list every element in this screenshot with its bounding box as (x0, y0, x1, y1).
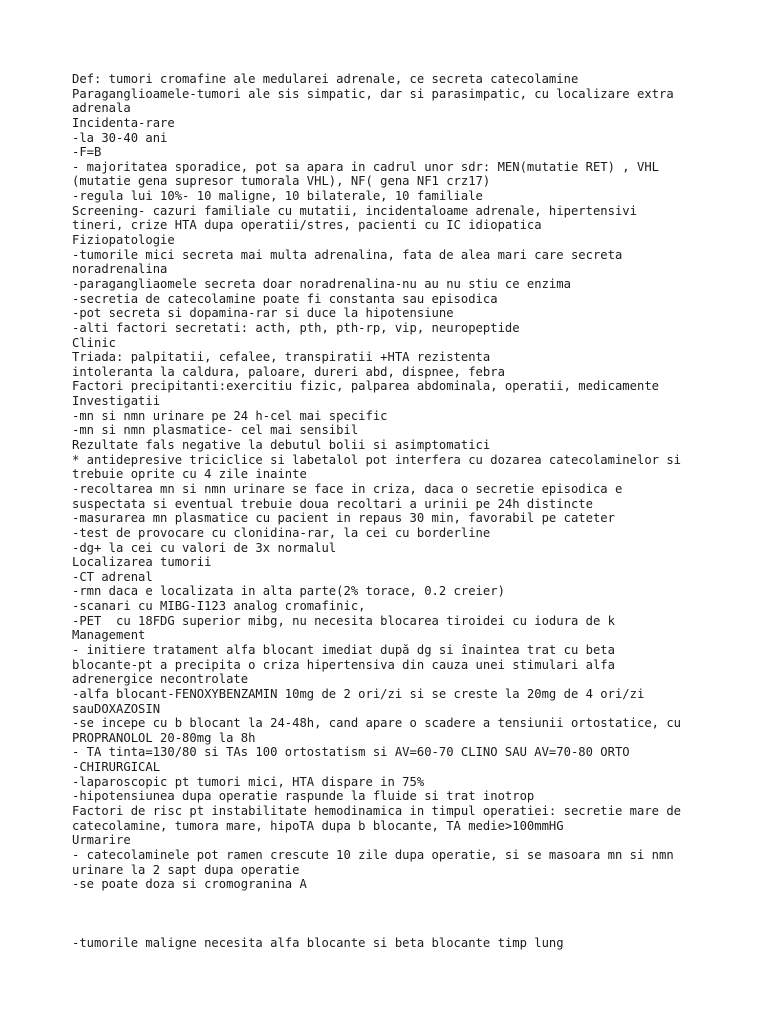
document-lines (72, 72, 704, 892)
document-line: intoleranta la caldura, paloare, dureri abd, dispnee, febra (72, 364, 505, 379)
document-line: -mn si nmn plasmatice- cel mai sensibil (72, 423, 359, 438)
document-line: blocante-pt a precipita o criza hipertensiva din cauza unei stimulari alfa (72, 657, 615, 672)
document-line: Urmarire (72, 833, 131, 848)
document-line: Paraganglioamele-tumori ale sis simpatic, dar si parasimpatic, cu localizare extra (72, 86, 674, 101)
document-line: Clinic (72, 335, 117, 350)
document-line: -recoltarea mn si nmn urinare se face in criza, daca o secretie episodica e (72, 481, 623, 496)
document-line: trebuie oprite cu 4 zile inainte (72, 467, 307, 482)
document-line: Screening- cazuri familiale cu mutatii, incidentaloame adrenale, hipertensivi (72, 203, 637, 218)
document-line: Localizarea tumorii (72, 555, 212, 570)
document-line: -mn si nmn urinare pe 24 h-cel mai specific (72, 408, 388, 423)
document-line: -F=B (72, 145, 102, 160)
document-line: noradrenalina (72, 262, 168, 277)
document-line: -PET cu 18FDG superior mibg, nu necesita blocarea tiroidei cu iodura de k (72, 613, 615, 628)
blank-space (72, 892, 704, 936)
document-line: -paragangliaomele secreta doar noradrenalina-nu au nu stiu ce enzima (72, 276, 571, 291)
document-line: - catecolaminele pot ramen crescute 10 zile dupa operatie, si se masoara mn si nmn (72, 847, 674, 862)
document-final-line: -tumorile maligne necesita alfa blocante si beta blocante timp lung (72, 935, 564, 950)
document-line: -se incepe cu b blocant la 24-48h, cand apare o scadere a tensiunii ortostatice, cu (72, 716, 682, 731)
document-line: -CT adrenal (72, 569, 153, 584)
document-line: tineri, crize HTA dupa operatii/stres, pacienti cu IC idiopatica (72, 218, 542, 233)
document-line: -masurarea mn plasmatice cu pacient in repaus 30 min, favorabil pe cateter (72, 511, 615, 526)
document-line: (mutatie gena supresor tumorala VHL), NF( gena NF1 crz17) (72, 174, 491, 189)
document-line: suspectata si eventual trebuie doua recoltari a urinii pe 24h distincte (72, 496, 593, 511)
document-line: -laparoscopic pt tumori mici, HTA dispare in 75% (72, 774, 425, 789)
document-line: -CHIRURGICAL (72, 760, 161, 775)
document-line: Factori de risc pt instabilitate hemodinamica in timpul operatiei: secretie mare de (72, 804, 682, 819)
document-line: Def: tumori cromafine ale medularei adrenale, ce secreta catecolamine (72, 72, 579, 86)
document-line: -regula lui 10%- 10 maligne, 10 bilaterale, 10 familiale (72, 189, 483, 204)
document-line: -se poate doza si cromogranina A (72, 877, 307, 892)
document-line: - initiere tratament alfa blocant imediat după dg si înaintea trat cu beta (72, 642, 615, 657)
document-line: - TA tinta=130/80 si TAs 100 ortostatism si AV=60-70 CLINO SAU AV=70-80 ORTO (72, 745, 630, 760)
document-line: -pot secreta si dopamina-rar si duce la hipotensiune (72, 306, 454, 321)
document-line: -hipotensiunea dupa operatie raspunde la fluide si trat inotrop (72, 789, 535, 804)
document-body (72, 72, 704, 951)
document-line: -alti factori secretati: acth, pth, pth-rp, vip, neuropeptide (72, 320, 520, 335)
document-line: -tumorile mici secreta mai multa adrenalina, fata de alea mari care secreta (72, 247, 623, 262)
document-line: urinare la 2 sapt dupa operatie (72, 862, 300, 877)
document-line: -secretia de catecolamine poate fi constanta sau episodica (72, 291, 498, 306)
document-line: Triada: palpitatii, cefalee, transpiratii +HTA rezistenta (72, 350, 491, 365)
document-line: Fiziopatologie (72, 233, 175, 248)
document-line: * antidepresive triciclice si labetalol pot interfera cu dozarea catecolaminelor si (72, 452, 682, 467)
document-line: adrenergice necontrolate (72, 672, 249, 687)
document-line: -alfa blocant-FENOXYBENZAMIN 10mg de 2 ori/zi si se creste la 20mg de 4 ori/zi (72, 686, 645, 701)
document-line: catecolamine, tumora mare, hipoTA dupa b blocante, TA medie>100mmHG (72, 818, 564, 833)
document-line: - majoritatea sporadice, pot sa apara in cadrul unor sdr: MEN(mutatie RET) , VHL (72, 159, 659, 174)
document-line: Rezultate fals negative la debutul bolii si asimptomatici (72, 438, 491, 453)
document-line: adrenala (72, 101, 131, 116)
document-line: sauDOXAZOSIN (72, 701, 161, 716)
document-line: -test de provocare cu clonidina-rar, la cei cu borderline (72, 525, 491, 540)
document-line: Incidenta-rare (72, 115, 175, 130)
document-line: -dg+ la cei cu valori de 3x normalul (72, 540, 337, 555)
document-line: Investigatii (72, 394, 161, 409)
document-line: -rmn daca e localizata in alta parte(2% torace, 0.2 creier) (72, 584, 505, 599)
document-line: Management (72, 628, 146, 643)
document-line: Factori precipitanti:exercitiu fizic, palparea abdominala, operatii, medicamente (72, 379, 659, 394)
document-line: PROPRANOLOL 20-80mg la 8h (72, 730, 256, 745)
document-line: -scanari cu MIBG-I123 analog cromafinic, (72, 599, 366, 614)
document-line: -la 30-40 ani (72, 130, 168, 145)
